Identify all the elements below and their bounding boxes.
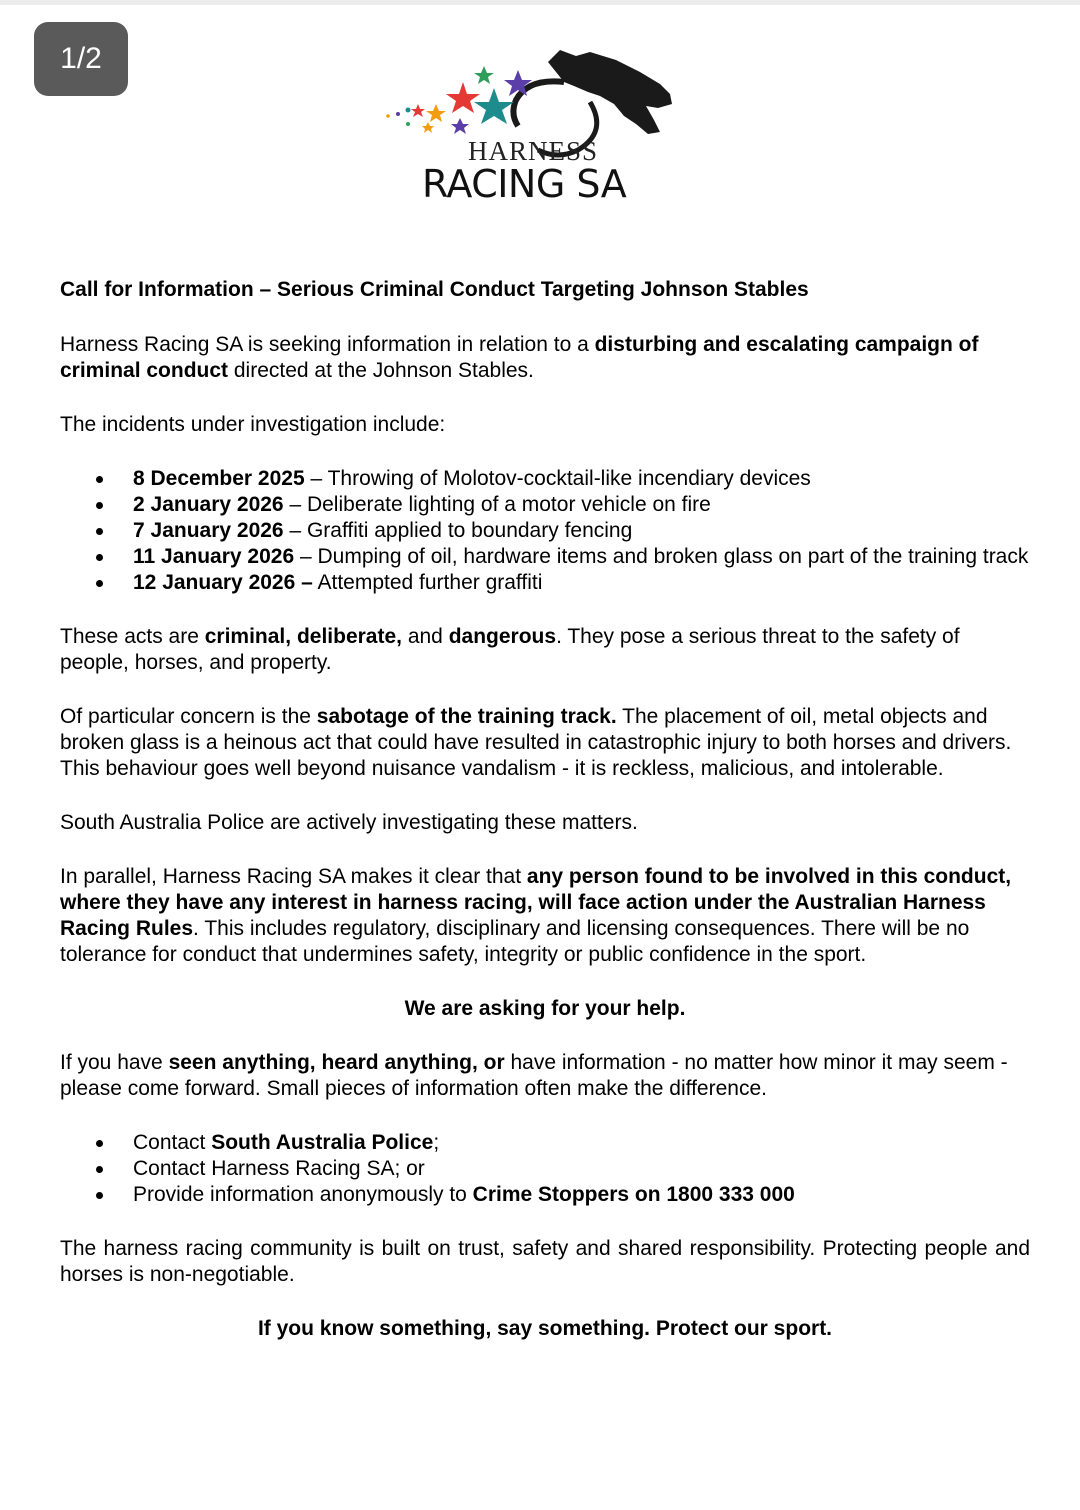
contacts-list (60, 1130, 1030, 1208)
concern-paragraph: Of particular concern is the sabotage of the training track. The placement of oil, metal objects and broken glass is a heinous act that could have resulted in catastrophic injury to both horses and drivers. This behaviour goes well beyond nuisance vandalism - it is reckless, malicious, and intolerable. (60, 705, 1012, 780)
document-title: Call for Information – Serious Criminal Conduct Targeting Johnson Stables (60, 278, 809, 301)
parallel-paragraph: In parallel, Harness Racing SA makes it clear that any person found to be involved in this conduct, where they have any interest in harness racing, will face action under the Australian Harness Racing Rules. This includes regulatory, disciplinary and licensing consequences. There will be no tolerance for conduct that undermines safety, integrity or public confidence in the sport. (60, 865, 1012, 966)
bullet-icon (96, 1166, 103, 1173)
community-paragraph: The harness racing community is built on trust, safety and shared responsibility. Protecting people and horses is non-negotiable. (60, 1237, 1030, 1286)
bullet-icon (96, 580, 103, 587)
bullet-icon (96, 476, 103, 483)
bullet-icon (96, 1192, 103, 1199)
intro-paragraph: Harness Racing SA is seeking information in relation to a disturbing and escalating campaign of criminal conduct directed at the Johnson Stables. (60, 333, 979, 382)
asking-heading: We are asking for your help. (404, 997, 686, 1020)
logo-text-racing-sa: RACING SA (422, 162, 627, 206)
harness-racing-sa-logo (378, 42, 688, 212)
page-indicator: 1/2 (34, 22, 128, 96)
bullet-icon (96, 554, 103, 561)
bullet-icon (96, 502, 103, 509)
list-item: Contact Harness Racing SA; or (60, 1156, 1030, 1182)
document-body (60, 277, 1030, 1370)
bullet-icon (96, 528, 103, 535)
list-item: Contact South Australia Police; (60, 1130, 1030, 1156)
list-item: 2 January 2026 – Deliberate lighting of a motor vehicle on fire (60, 492, 1030, 518)
top-divider (0, 0, 1080, 5)
help-paragraph: If you have seen anything, heard anything, or have information - no matter how minor it may seem - please come forward. Small pieces of information often make the difference. (60, 1051, 1008, 1100)
acts-paragraph: These acts are criminal, deliberate, and dangerous. They pose a serious threat to the safety of people, horses, and property. (60, 625, 960, 674)
list-item: 8 December 2025 – Throwing of Molotov-cocktail-like incendiary devices (60, 466, 1030, 492)
incidents-list (60, 466, 1030, 596)
list-item: 11 January 2026 – Dumping of oil, hardware items and broken glass on part of the training track (60, 544, 1030, 570)
incidents-lead: The incidents under investigation include: (60, 413, 446, 436)
logo-text-harness: HARNESS (467, 136, 599, 166)
list-item: 7 January 2026 – Graffiti applied to boundary fencing (60, 518, 1030, 544)
list-item: 12 January 2026 – Attempted further graffiti (60, 570, 1030, 596)
list-item: Provide information anonymously to Crime Stoppers on 1800 333 000 (60, 1182, 1030, 1208)
bullet-icon (96, 1140, 103, 1147)
police-paragraph: South Australia Police are actively investigating these matters. (60, 811, 638, 834)
closing-line: If you know something, say something. Protect our sport. (257, 1317, 833, 1340)
